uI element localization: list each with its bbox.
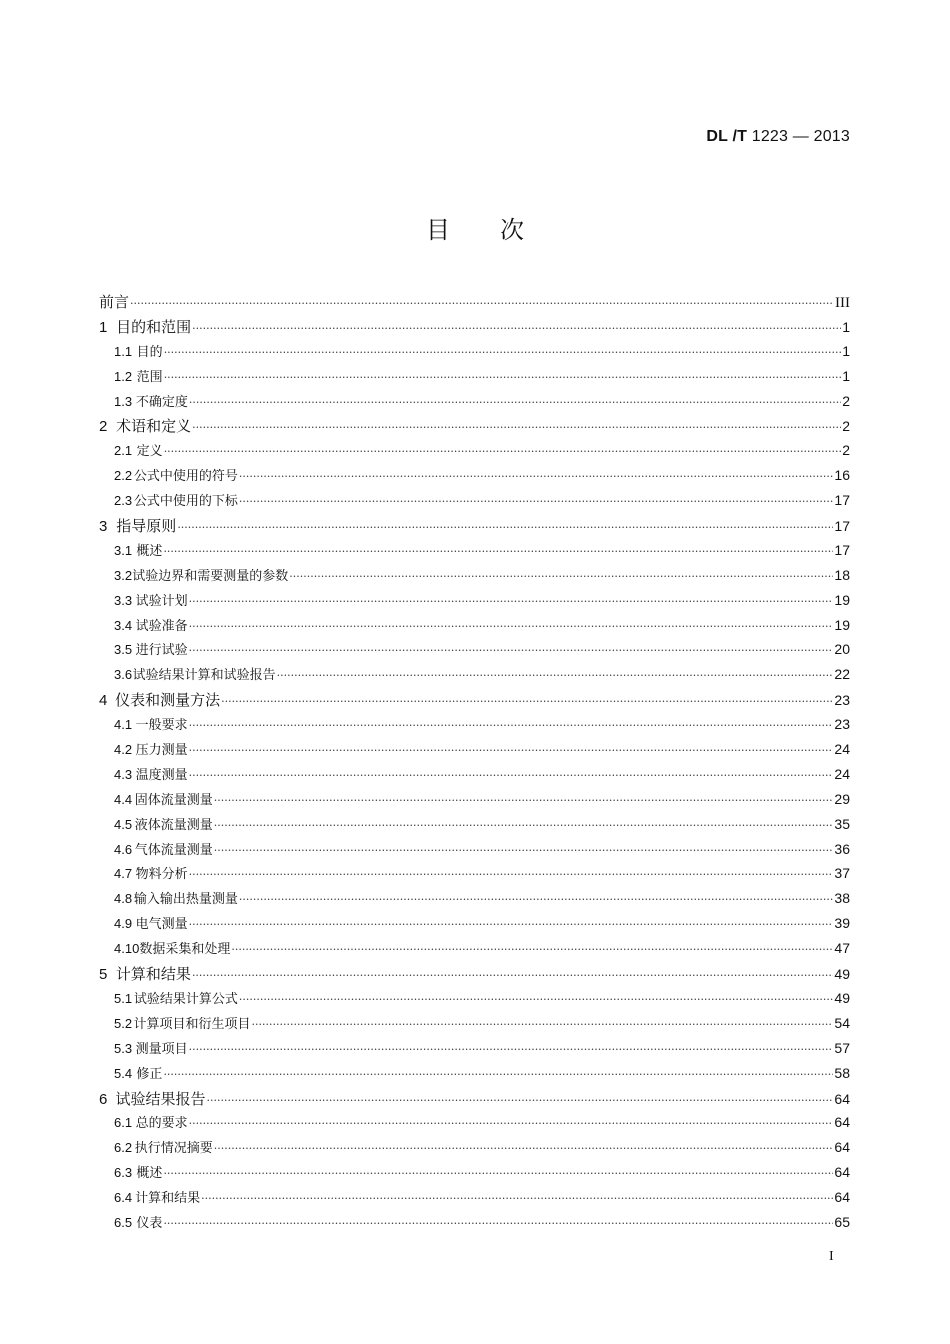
toc-entry-number: 3.6 [114,667,133,683]
dot-leader [239,993,834,1006]
toc-entry-page: 57 [834,1039,850,1056]
dot-leader [251,1018,833,1031]
toc-entry-label: 试验计划 [135,593,188,609]
dot-leader [189,918,834,931]
toc-entry[interactable] [99,465,850,490]
dot-leader [163,1167,833,1180]
toc-entry-label: 电气测量 [135,917,188,933]
toc-entry-page: 38 [834,890,850,907]
toc-entry-number: 3.5 [114,642,133,658]
toc-entry-number: 5 [99,966,108,984]
toc-entry-label: 指导原则 [116,517,177,536]
toc-entry-page: 64 [834,1114,850,1131]
toc-entry-label: 计算和结果 [135,1191,201,1207]
toc-entry-number: 2.3 [114,493,133,509]
toc-entry-label: 目的 [136,344,163,360]
dot-leader [189,1043,834,1056]
toc-entry[interactable] [99,1212,850,1237]
toc-entry[interactable] [99,664,850,689]
dot-leader [189,868,834,881]
toc-entry-label: 试验结果报告 [115,1089,206,1108]
dot-leader [189,1117,834,1130]
toc-entry-page: 18 [834,566,850,583]
page-number: I [829,1249,834,1264]
toc-entry-number: 4.6 [114,841,133,857]
toc-entry-number: 1 [99,318,108,336]
toc-entry-page: 19 [834,616,850,633]
dot-leader [231,943,833,956]
dot-leader [189,769,834,782]
standard-number: 1223 — 2013 [751,128,850,145]
toc-entry-page: 2 [842,418,850,435]
standard-code: DL /T [706,128,748,145]
dot-leader [189,396,841,409]
toc-entry-page: 36 [834,840,850,857]
toc-entry-number: 3.2 [114,567,133,583]
toc-entry[interactable] [99,615,850,640]
toc-entry-number: 5.2 [114,1015,133,1031]
toc-entry-number: 4.8 [114,891,133,907]
toc-entry-label: 公式中使用的符号 [133,469,238,485]
toc-entry[interactable] [99,1038,850,1063]
toc-entry-label: 概述 [136,1166,163,1182]
dot-leader [164,346,842,359]
dot-leader [221,695,833,708]
toc-entry-label: 不确定度 [135,394,188,410]
dot-leader [214,819,834,832]
toc-entry-number: 6.4 [114,1190,133,1206]
toc-entry[interactable] [99,839,850,864]
toc-entry-label: 执行情况摘要 [134,1141,213,1157]
toc-entry-page: 37 [834,865,850,882]
toc-entry-label: 液体流量测量 [134,817,213,833]
toc-entry-page: 49 [834,966,850,983]
dot-leader [189,644,834,657]
toc-entry-number: 4.7 [114,866,133,882]
toc-entry-label: 测量项目 [135,1041,188,1057]
toc-entry[interactable] [99,1088,850,1113]
toc-entry-number: 4.9 [114,916,133,932]
toc-entry-number: 6.5 [114,1214,133,1230]
toc-entry-label: 定义 [136,444,163,460]
toc-entry[interactable] [99,689,850,714]
dot-leader [192,969,833,982]
toc-entry-page: 49 [834,989,850,1006]
toc-entry[interactable] [99,963,850,988]
toc-entry-number: 6.3 [114,1165,133,1181]
toc-entry-page: 24 [834,741,850,758]
toc-entry-label: 目的和范围 [116,317,192,336]
toc-entry-page: 39 [834,915,850,932]
toc-entry[interactable] [99,341,850,366]
toc-entry-label: 压力测量 [135,743,188,759]
toc-entry[interactable] [99,1013,850,1038]
toc-entry-label: 输入输出热量测量 [133,892,238,908]
toc-entry[interactable] [99,590,850,615]
toc-entry-page: 64 [834,1164,850,1181]
dot-leader [214,844,834,857]
toc-entry-label: 总的要求 [135,1116,188,1132]
toc-entry-number: 5.3 [114,1040,133,1056]
toc-entry-label: 气体流量测量 [134,842,213,858]
dot-leader [189,620,834,633]
toc-entry-label: 仪表 [136,1215,163,1231]
toc-entry[interactable] [99,863,850,888]
dot-leader [189,744,834,757]
dot-leader [163,1068,833,1081]
toc-entry-number: 1.2 [114,368,133,384]
toc-entry-label: 试验结果计算和试验报告 [132,668,276,684]
toc-entry-number: 1.1 [114,343,133,359]
toc-entry-page: 2 [842,442,850,459]
table-of-contents [99,291,850,1237]
toc-entry[interactable] [99,440,850,465]
dot-leader [214,1142,834,1155]
toc-entry-label: 一般要求 [135,718,188,734]
toc-entry[interactable] [99,764,850,789]
toc-entry[interactable] [99,391,850,416]
toc-entry-number: 2.2 [114,468,133,484]
toc-entry-page: 29 [834,790,850,807]
toc-entry[interactable] [99,515,850,540]
toc-entry-label: 计算和结果 [115,965,191,984]
toc-entry-label: 计算项目和衍生项目 [133,1016,251,1032]
toc-entry-page: 1 [842,342,850,359]
dot-leader [164,445,842,458]
toc-entry-page: 17 [834,541,850,558]
toc-entry-label: 范围 [136,369,163,385]
toc-entry-page: 16 [834,467,850,484]
toc-entry-number: 4.4 [114,791,133,807]
toc-entry-label: 试验边界和需要测量的参数 [132,568,289,584]
dot-leader [192,421,841,434]
toc-entry-page: III [835,295,850,311]
toc-entry-page: 17 [834,492,850,509]
toc-entry[interactable] [99,366,850,391]
toc-entry[interactable] [99,1187,850,1212]
toc-entry[interactable] [99,739,850,764]
toc-entry[interactable] [99,291,850,316]
toc-entry-page: 23 [834,716,850,733]
dot-leader [289,570,833,583]
toc-entry-number: 1.3 [114,393,133,409]
toc-entry-page: 35 [834,815,850,832]
toc-entry[interactable] [99,639,850,664]
toc-entry[interactable] [99,938,850,963]
toc-entry-label: 物料分析 [135,867,188,883]
dot-leader [189,595,834,608]
toc-entry-page: 47 [834,940,850,957]
toc-entry-number: 4.3 [114,766,133,782]
dot-leader [239,893,834,906]
toc-entry-page: 1 [842,318,850,335]
toc-entry[interactable] [99,714,850,739]
toc-entry-label: 概述 [136,543,163,559]
dot-leader [189,719,834,732]
toc-entry-label: 温度测量 [135,767,188,783]
toc-entry-page: 64 [834,1090,850,1107]
toc-entry[interactable] [99,1063,850,1088]
dot-leader [201,1192,833,1205]
toc-entry-number: 4 [99,692,108,710]
toc-entry-label: 公式中使用的下标 [133,494,238,510]
toc-entry[interactable] [99,1112,850,1137]
dot-leader [164,371,842,384]
toc-entry-page: 17 [834,518,850,535]
toc-entry-label: 试验准备 [135,618,188,634]
toc-entry-number: 6.1 [114,1115,133,1131]
toc-entry-number: 6 [99,1090,108,1108]
dot-leader [207,1094,834,1107]
toc-entry[interactable] [99,540,850,565]
toc-entry[interactable] [99,1137,850,1162]
toc-entry-label: 前言 [99,293,130,311]
toc-entry-number: 4.2 [114,742,133,758]
toc-entry[interactable] [99,565,850,590]
dot-leader [130,297,834,310]
dot-leader [214,794,834,807]
dot-leader [163,1217,833,1230]
dot-leader [192,322,841,335]
dot-leader [239,470,834,483]
toc-entry-number: 5.4 [114,1065,133,1081]
toc-entry-number: 2 [99,418,108,436]
toc-entry-page: 54 [834,1014,850,1031]
toc-entry[interactable] [99,789,850,814]
toc-entry-number: 5.1 [114,990,133,1006]
toc-entry-number: 3.1 [114,542,133,558]
toc-entry-number: 4.5 [114,816,133,832]
toc-entry-label: 修正 [136,1066,163,1082]
toc-entry-number: 6.2 [114,1140,133,1156]
toc-entry-label: 仪表和测量方法 [115,691,221,710]
toc-entry-number: 4.10 [114,941,140,957]
toc-entry-page: 1 [842,367,850,384]
dot-leader [239,495,834,508]
toc-entry[interactable] [99,888,850,913]
toc-entry-page: 20 [834,641,850,658]
toc-entry-page: 2 [842,392,850,409]
toc-entry[interactable] [99,415,850,440]
dot-leader [277,669,834,682]
toc-entry-label: 试验结果计算公式 [133,991,238,1007]
toc-entry-number: 4.1 [114,717,133,733]
toc-entry-page: 22 [834,666,850,683]
toc-entry-number: 3.3 [114,592,133,608]
toc-entry-page: 23 [834,692,850,709]
toc-entry[interactable] [99,913,850,938]
toc-entry-number: 3 [99,518,108,536]
toc-entry-label: 术语和定义 [116,417,192,436]
toc-entry-page: 58 [834,1064,850,1081]
toc-entry-label: 数据采集和处理 [139,942,231,958]
toc-entry[interactable] [99,988,850,1013]
toc-entry[interactable] [99,316,850,341]
toc-entry-number: 2.1 [114,443,133,459]
dot-leader [177,521,833,534]
toc-entry[interactable] [99,490,850,515]
toc-entry-label: 进行试验 [135,643,188,659]
page-title: 目次 [426,216,574,244]
toc-entry-page: 64 [834,1139,850,1156]
toc-entry-page: 65 [834,1213,850,1230]
toc-entry[interactable] [99,814,850,839]
toc-entry-page: 19 [834,591,850,608]
document-code-header [706,128,850,146]
dot-leader [163,545,833,558]
toc-entry-page: 64 [834,1189,850,1206]
toc-entry-page: 24 [834,765,850,782]
toc-entry-number: 3.4 [114,617,133,633]
toc-entry-label: 固体流量测量 [134,792,213,808]
toc-entry[interactable] [99,1162,850,1187]
